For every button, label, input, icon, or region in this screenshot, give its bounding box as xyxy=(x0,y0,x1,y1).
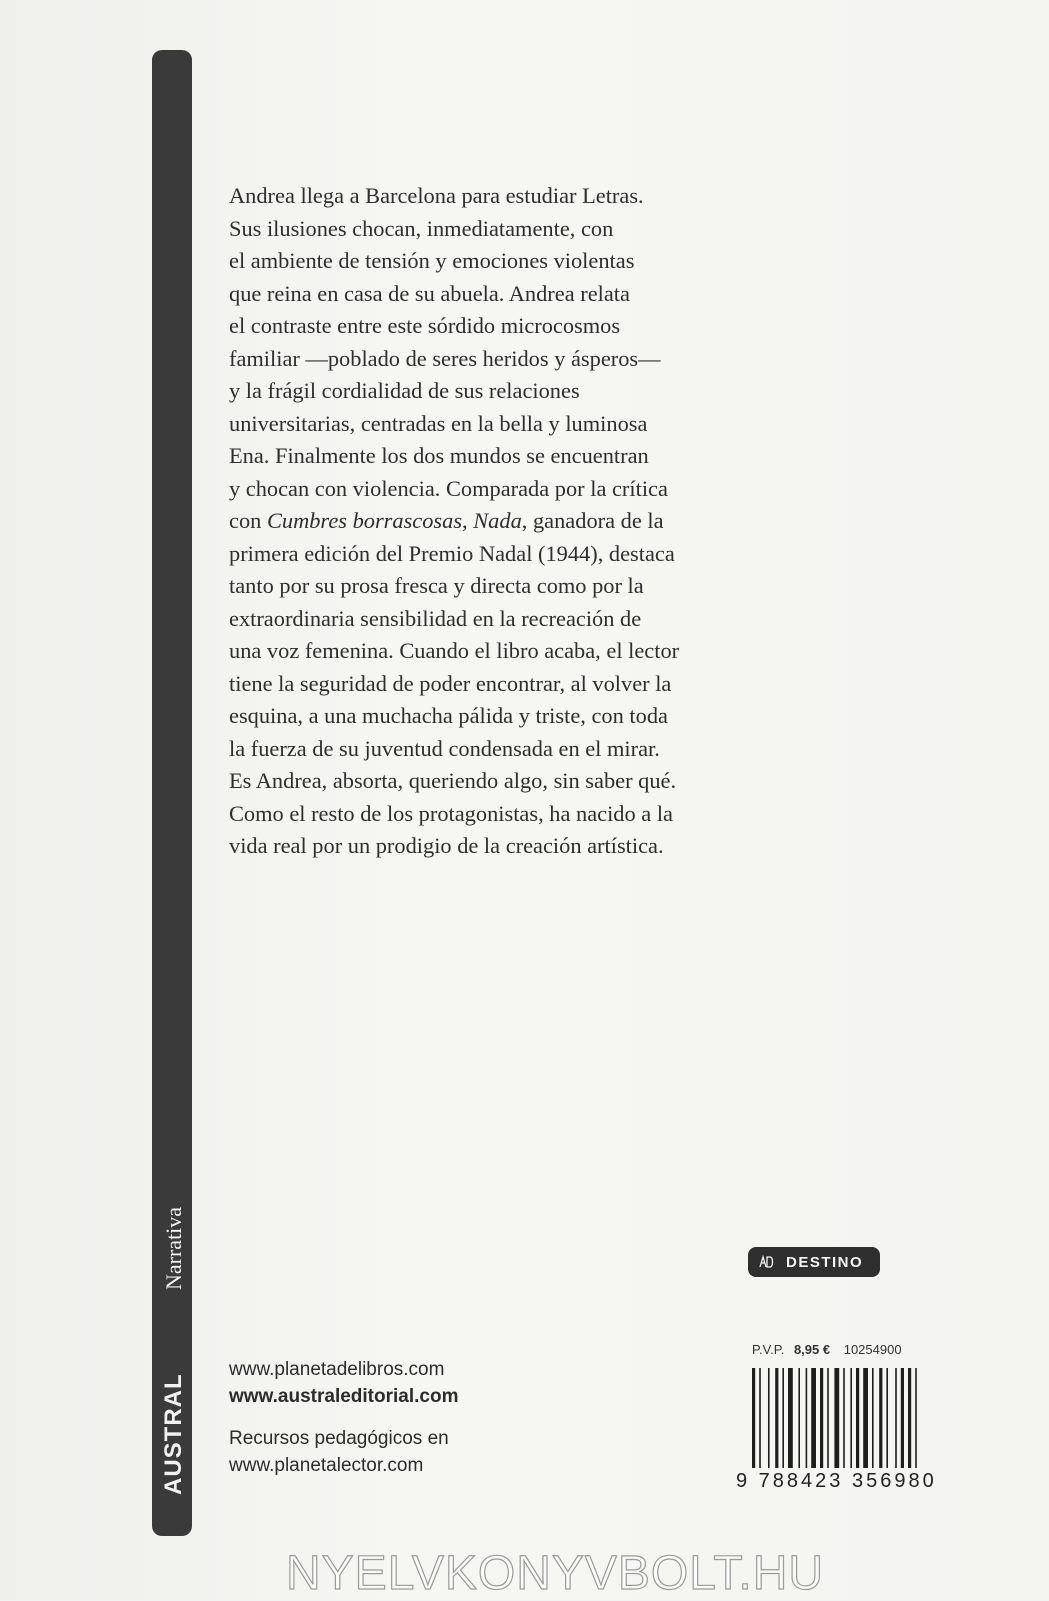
link-planetadelibros[interactable]: www.planetadelibros.com xyxy=(229,1359,445,1380)
blurb-line: una voz femenina. Cuando el libro acaba, el lector xyxy=(229,638,680,663)
blurb-line: vida real por un prodigio de la creación artística. xyxy=(229,833,664,858)
barcode-bar xyxy=(901,1368,904,1468)
barcode-bar xyxy=(782,1368,784,1468)
barcode-bar xyxy=(752,1368,755,1468)
blurb-line: familiar —poblado de seres heridos y ásperos— xyxy=(229,345,661,371)
barcode-bar xyxy=(775,1368,778,1468)
web-links xyxy=(229,1356,458,1479)
barcode-bar xyxy=(811,1368,816,1468)
barcode-bar xyxy=(843,1368,845,1468)
blurb-line: y chocan con violencia. Comparada por la crítica xyxy=(229,475,668,501)
barcode-bar xyxy=(863,1368,868,1468)
barcode-bar xyxy=(895,1368,897,1468)
blurb-line: tiene la seguridad de poder encontrar, al volver la xyxy=(229,670,672,696)
book-title-nada: Nada xyxy=(473,508,522,533)
blurb-line: tanto por su prosa fresca y directa como por la xyxy=(229,573,644,598)
blurb-line: el ambiente de tensión y emociones violentas xyxy=(229,248,635,273)
barcode-bar xyxy=(872,1368,874,1468)
blurb-line: y la frágil cordialidad de sus relaciones xyxy=(229,378,580,403)
spacer xyxy=(229,1410,458,1425)
barcode-bar xyxy=(788,1368,793,1468)
barcode-bar xyxy=(768,1368,770,1468)
product-code: 10254900 xyxy=(843,1342,902,1357)
barcode-bar xyxy=(806,1368,808,1468)
blurb-line: que reina en casa de su abuela. Andrea relata xyxy=(229,280,630,306)
blurb-line: esquina, a una muchacha pálida y triste, con toda xyxy=(229,703,668,728)
blurb-text: , ganadora de la xyxy=(521,508,664,533)
barcode-bar xyxy=(759,1368,761,1468)
price-amount: 8,95 € xyxy=(793,1342,831,1357)
blurb-line: extraordinaria sensibilidad en la recreación de xyxy=(229,605,642,631)
publisher-name: DESTINO xyxy=(786,1253,864,1271)
blurb-text: con xyxy=(229,508,267,533)
resources-label: Recursos pedagógicos en xyxy=(229,1428,449,1449)
blurb-line: primera edición del Premio Nadal (1944), destaca xyxy=(229,540,675,566)
barcode-bar xyxy=(856,1368,859,1468)
series-name: AUSTRAL xyxy=(160,1373,187,1495)
book-blurb xyxy=(229,180,789,863)
blurb-line: universitarias, centradas en la bella y luminosa xyxy=(229,410,648,436)
price-label: P.V.P. xyxy=(752,1342,785,1357)
link-australeditorial[interactable]: www.australeditorial.com xyxy=(229,1386,459,1407)
watermark: NYELVKONYVBOLT.HU xyxy=(286,1547,825,1600)
barcode-bar xyxy=(850,1368,852,1468)
isbn-digits: 9 788423 356980 xyxy=(736,1470,937,1492)
blurb-line: Es Andrea, absorta, queriendo algo, sin saber qué. xyxy=(229,768,677,793)
blurb-line: Andrea llega a Barcelona para estudiar Letras. xyxy=(229,183,644,208)
publisher-logo xyxy=(748,1247,880,1277)
blurb-line: Como el resto de los protagonistas, ha nacido a la xyxy=(229,800,673,826)
barcode-bar xyxy=(879,1368,882,1468)
blurb-line: la fuerza de su juventud condensada en el mirar. xyxy=(229,735,660,761)
barcode-bar xyxy=(886,1368,888,1468)
barcode-bar xyxy=(915,1368,917,1468)
blurb-line: el contraste entre este sórdido microcosmos xyxy=(229,313,621,338)
barcode-bar xyxy=(908,1368,911,1468)
series-band xyxy=(152,50,192,1536)
destino-logo-icon xyxy=(758,1254,774,1270)
barcode-bar xyxy=(820,1368,823,1468)
blurb-line: Sus ilusiones chocan, inmediatamente, con xyxy=(229,215,614,241)
blurb-line-titles xyxy=(229,505,789,538)
isbn-barcode xyxy=(750,1368,936,1468)
barcode-bar xyxy=(834,1368,839,1468)
link-planetalector[interactable]: www.planetalector.com xyxy=(229,1455,424,1476)
barcode-bar xyxy=(827,1368,829,1468)
blurb-text: , xyxy=(462,508,474,533)
price-info xyxy=(752,1342,902,1357)
book-title-cumbres: Cumbres borrascosas xyxy=(266,508,463,533)
barcode-bar xyxy=(798,1368,800,1468)
blurb-line: Ena. Finalmente los dos mundos se encuentran xyxy=(229,443,649,468)
genre-label: Narrativa xyxy=(161,1206,186,1290)
